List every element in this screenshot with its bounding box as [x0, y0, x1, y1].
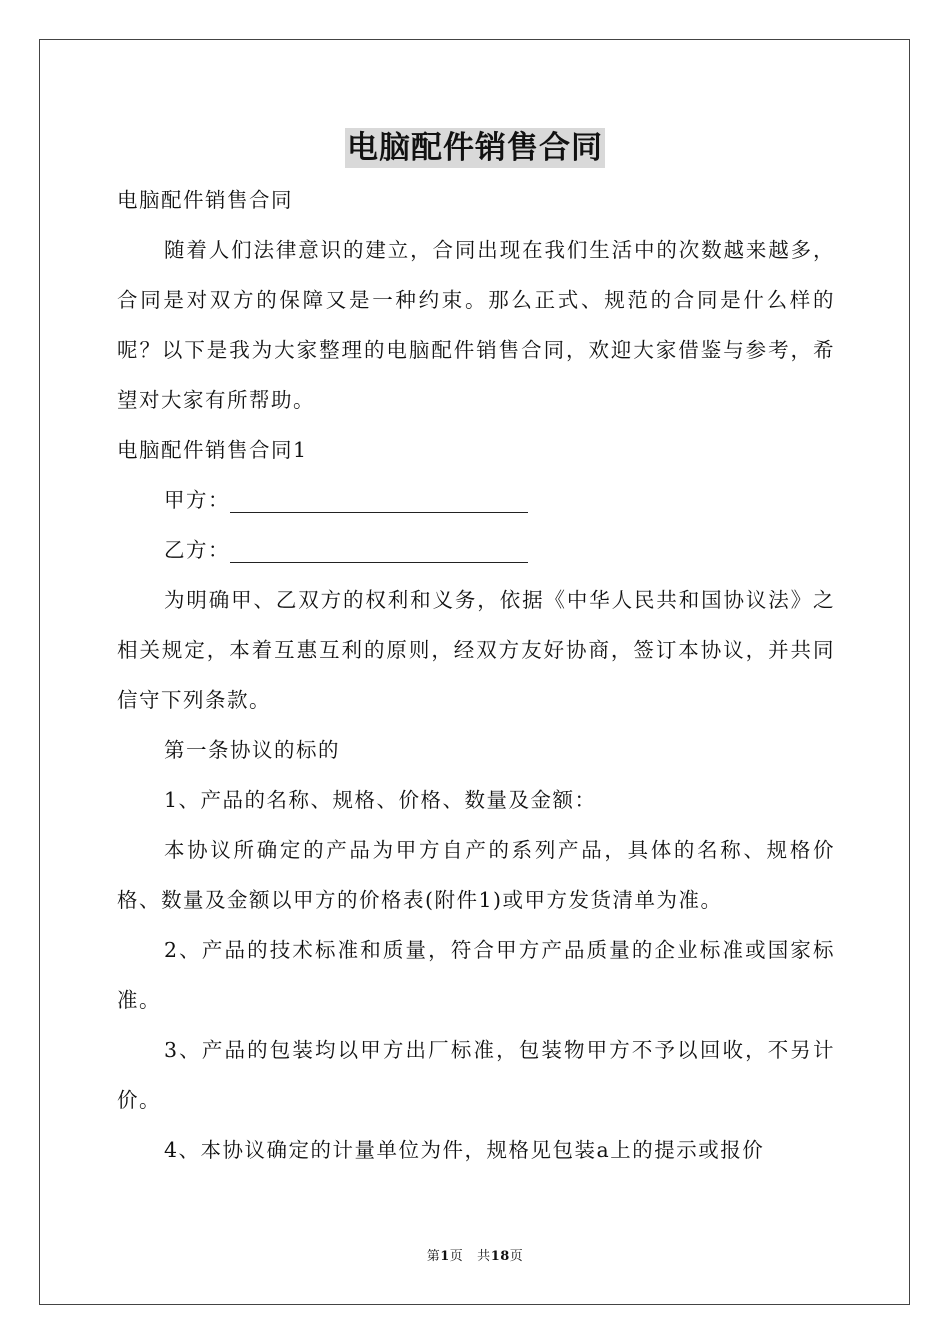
item-3: 3、产品的包装均以甲方出厂标准，包装物甲方不予以回收，不另计价。: [117, 1038, 835, 1112]
party-a-line: [117, 475, 835, 525]
page-prefix: 第: [426, 1249, 441, 1264]
party-b-line: [117, 525, 835, 575]
document-title: 电脑配件销售合同: [347, 130, 603, 166]
subtitle: 电脑配件销售合同: [117, 188, 293, 212]
page-suffix: 页: [449, 1249, 464, 1264]
article-1-heading: 第一条协议的标的: [164, 738, 340, 762]
item-2: 2、产品的技术标准和质量，符合甲方产品质量的企业标准或国家标准。: [117, 938, 835, 1012]
party-b-blank: [230, 534, 528, 563]
item-1-text: 本协议所确定的产品为甲方自产的系列产品，具体的名称、规格价格、数量及金额以甲方的价格表(附件1)或甲方发货清单为准。: [117, 838, 835, 912]
item-4: 4、本协议确定的计量单位为件，规格见包装a上的提示或报价: [164, 1138, 765, 1162]
total-pages: 18: [490, 1249, 510, 1264]
section-heading: 电脑配件销售合同1: [117, 438, 308, 462]
party-a-blank: [230, 484, 528, 513]
total-prefix: 共: [477, 1249, 491, 1264]
item-1: 1、产品的名称、规格、价格、数量及金额：: [164, 788, 597, 812]
party-b-label: 乙方：: [164, 538, 230, 562]
document-body: [117, 175, 835, 1175]
preamble-paragraph: 为明确甲、乙双方的权利和义务，依据《中华人民共和国协议法》之相关规定，本着互惠互利的原则，经双方友好协商，签订本协议，并共同信守下列条款。: [117, 588, 835, 712]
total-suffix: 页: [509, 1249, 524, 1264]
intro-paragraph: 随着人们法律意识的建立，合同出现在我们生活中的次数越来越多，合同是对双方的保障又是一种约束。那么正式、规范的合同是什么样的呢？以下是我为大家整理的电脑配件销售合同，欢迎大家借鉴与参考，希望对大家有所帮助。: [117, 238, 835, 412]
page-number: 1: [440, 1249, 450, 1264]
title-container: [0, 128, 950, 168]
page-footer: [0, 1245, 950, 1264]
party-a-label: 甲方：: [164, 488, 230, 512]
